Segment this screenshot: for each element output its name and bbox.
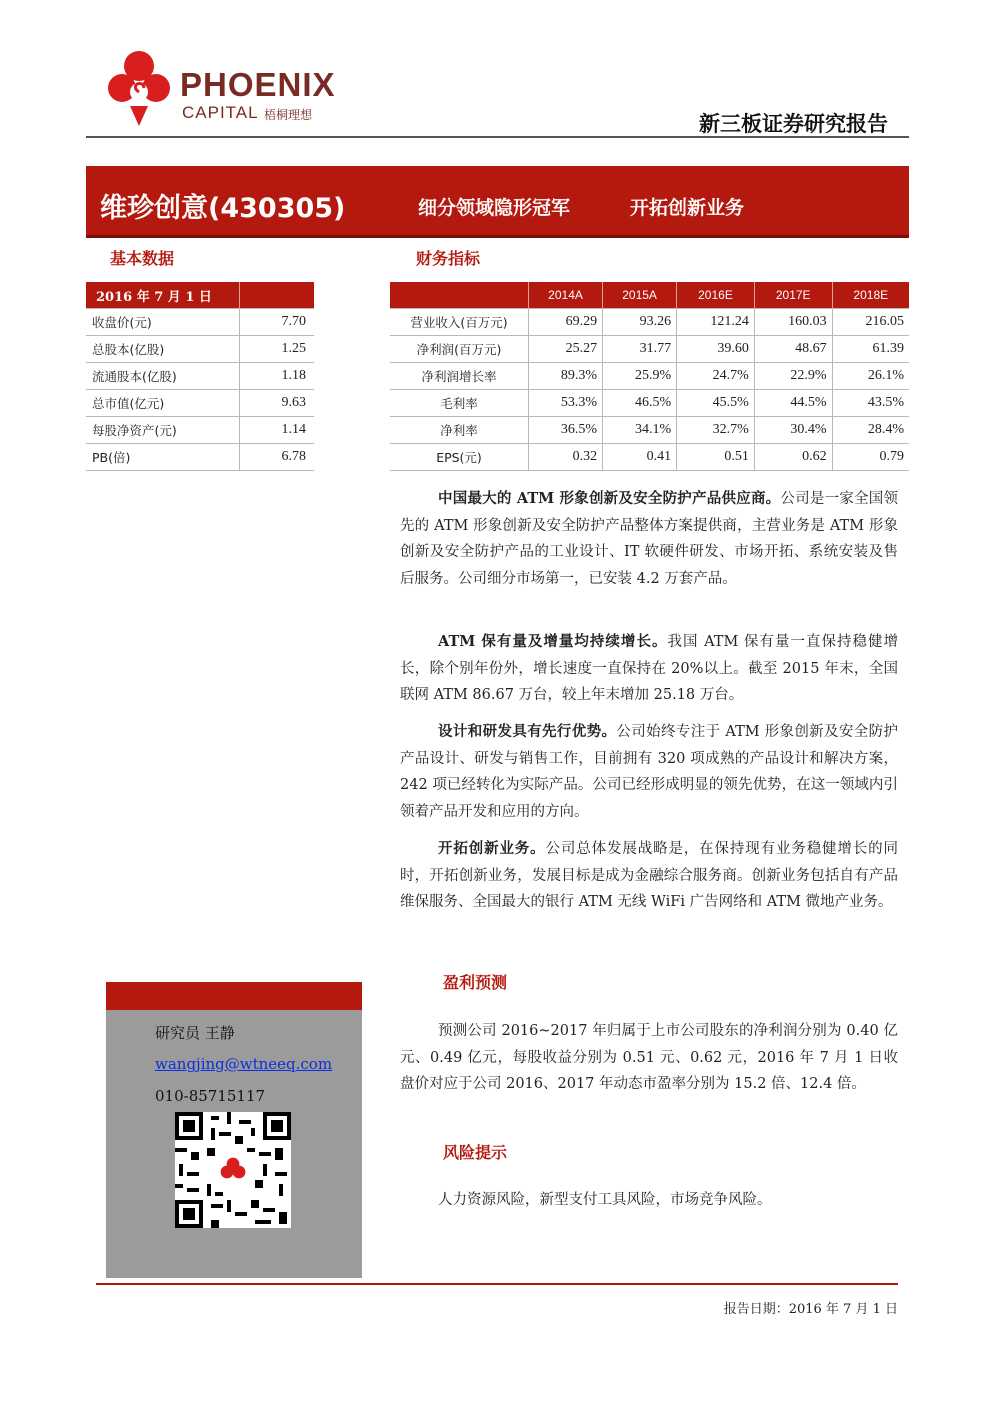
table-row — [86, 309, 314, 336]
title-subtitle-2: 开拓创新业务 — [630, 197, 745, 219]
paragraph-4 — [400, 836, 898, 916]
company-title: 维珍创意(430305) — [100, 193, 346, 224]
cell: 0.62 — [754, 444, 832, 471]
title-subtitle-1: 细分领域隐形冠军 — [418, 197, 571, 219]
row-label: PB(倍) — [86, 444, 240, 471]
header-blank — [390, 282, 529, 309]
cell: 53.3% — [529, 390, 603, 417]
table-row — [390, 363, 909, 390]
row-label: 净利润增长率 — [390, 363, 529, 390]
cell: 93.26 — [603, 309, 677, 336]
row-label: 营业收入(百万元) — [390, 309, 529, 336]
qr-code-icon — [175, 1112, 291, 1228]
cell: 22.9% — [754, 363, 832, 390]
paragraph-3 — [400, 719, 898, 825]
cell: 69.29 — [529, 309, 603, 336]
row-label: 流通股本(亿股) — [86, 363, 240, 390]
cell: 0.32 — [529, 444, 603, 471]
cell: 89.3% — [529, 363, 603, 390]
paragraph-1-lead: 中国最大的 ATM 形象创新及安全防护产品供应商。 — [438, 490, 781, 507]
table-row — [86, 390, 314, 417]
report-type: 新三板证券研究报告 — [699, 112, 888, 136]
forecast-heading: 盈利预测 — [443, 973, 508, 992]
row-label: 净利率 — [390, 417, 529, 444]
cell: 24.7% — [677, 363, 755, 390]
column-header: 2015A — [603, 282, 677, 309]
row-label: 总股本(亿股) — [86, 336, 240, 363]
basic-date-blank — [240, 282, 315, 309]
cell: 0.79 — [832, 444, 909, 471]
table-row — [390, 336, 909, 363]
cell: 39.60 — [677, 336, 755, 363]
logo-sub: CAPITAL — [182, 103, 259, 122]
table-row — [86, 336, 314, 363]
cell: 61.39 — [832, 336, 909, 363]
logo-name: PHOENIX — [180, 66, 336, 103]
row-value: 9.63 — [240, 390, 315, 417]
row-value: 7.70 — [240, 309, 315, 336]
paragraph-2-text: 我国 ATM 保有量一直保持稳健增长，除个别年份外，增长速度一直保持在 20%以上。截至 2015 年末，全国联网 ATM 86.67 万台，较上年末增加 25.18 万台。 — [400, 634, 898, 703]
logo-sub-cn: 梧桐理想 — [264, 108, 313, 122]
row-value: 1.14 — [240, 417, 315, 444]
row-value: 6.78 — [240, 444, 315, 471]
paragraph-4-text: 公司总体发展战略是，在保持现有业务稳健增长的同时，开拓创新业务，发展目标是成为金融综合服务商。创新业务包括自有产品维保服务、全国最大的银行 ATM 无线 WiFi 广告网络和 ATM 微地产业务。 — [400, 841, 899, 910]
paragraph-2-lead: ATM 保有量及增量均持续增长。 — [438, 633, 668, 650]
analyst-email-link[interactable]: wangjing@wtneeq.com — [155, 1055, 333, 1073]
row-label: 收盘价(元) — [86, 309, 240, 336]
cell: 43.5% — [832, 390, 909, 417]
cell: 48.67 — [754, 336, 832, 363]
column-header: 2017E — [754, 282, 832, 309]
risk-text: 人力资源风险，新型支付工具风险，市场竞争风险。 — [438, 1192, 772, 1208]
paragraph-2 — [400, 629, 898, 709]
paragraph-3-lead: 设计和研发具有先行优势。 — [438, 723, 617, 740]
phoenix-logo-icon — [108, 48, 170, 128]
cell: 0.41 — [603, 444, 677, 471]
column-header: 2018E — [832, 282, 909, 309]
column-header: 2016E — [677, 282, 755, 309]
cell: 216.05 — [832, 309, 909, 336]
basic-data-table — [86, 282, 314, 471]
contact-box-header — [106, 982, 362, 1010]
table-row — [390, 390, 909, 417]
table-row — [390, 444, 909, 471]
paragraph-4-lead: 开拓创新业务。 — [438, 840, 546, 857]
basic-data-heading: 基本数据 — [110, 249, 175, 268]
table-row — [390, 309, 909, 336]
row-label: 毛利率 — [390, 390, 529, 417]
analyst-name: 研究员 王静 — [155, 1024, 235, 1042]
cell: 45.5% — [677, 390, 755, 417]
row-label: 净利润(百万元) — [390, 336, 529, 363]
row-value: 1.25 — [240, 336, 315, 363]
cell: 0.51 — [677, 444, 755, 471]
cell: 31.77 — [603, 336, 677, 363]
cell: 46.5% — [603, 390, 677, 417]
report-date: 报告日期：2016 年 7 月 1 日 — [723, 1302, 898, 1317]
forecast-text: 预测公司 2016~2017 年归属于上市公司股东的净利润分别为 0.40 亿元、0.49 亿元，每股收益分别为 0.51 元、0.62 元，2016 年 7 月 1 日收盘价对应于公司 2016、2017 年动态市盈率分别为 15.2 倍、12.4 倍。 — [400, 1023, 898, 1092]
paragraph-1-text: 公司是一家全国领先的 ATM 形象创新及安全防护产品整体方案提供商，主营业务是 ATM 形象创新及安全防护产品的工业设计、IT 软硬件研发、市场开拓、系统安装及售后服务。公司细分市场第一，已安装 4.2 万套产品。 — [400, 491, 898, 587]
cell: 28.4% — [832, 417, 909, 444]
cell: 25.27 — [529, 336, 603, 363]
cell: 36.5% — [529, 417, 603, 444]
paragraph-1 — [400, 486, 898, 592]
table-row — [86, 444, 314, 471]
analyst-phone: 010-85715117 — [155, 1087, 266, 1105]
header-divider — [86, 136, 909, 138]
cell: 34.1% — [603, 417, 677, 444]
table-row — [390, 417, 909, 444]
row-label: 每股净资产(元) — [86, 417, 240, 444]
cell: 44.5% — [754, 390, 832, 417]
financials-table — [390, 282, 909, 471]
paragraph-3-text: 公司始终专注于 ATM 形象创新及安全防护产品设计、研发与销售工作，目前拥有 320 项成熟的产品设计和解决方案，242 项已经转化为实际产品。公司已经形成明显的领先优势，在这一领域内引领着产品开发和应用的方向。 — [400, 724, 899, 820]
table-header-row — [390, 282, 909, 309]
cell: 32.7% — [677, 417, 755, 444]
cell: 121.24 — [677, 309, 755, 336]
cell: 26.1% — [832, 363, 909, 390]
row-label: EPS(元) — [390, 444, 529, 471]
footer-divider — [96, 1283, 898, 1285]
table-row — [86, 417, 314, 444]
column-header: 2014A — [529, 282, 603, 309]
table-header-row — [86, 282, 314, 309]
financials-heading: 财务指标 — [416, 249, 481, 268]
basic-date-label: 2016 年 7 月 1 日 — [86, 282, 240, 309]
row-label: 总市值(亿元) — [86, 390, 240, 417]
risk-heading: 风险提示 — [443, 1143, 508, 1162]
cell: 30.4% — [754, 417, 832, 444]
cell: 160.03 — [754, 309, 832, 336]
cell: 25.9% — [603, 363, 677, 390]
table-row — [86, 363, 314, 390]
row-value: 1.18 — [240, 363, 315, 390]
